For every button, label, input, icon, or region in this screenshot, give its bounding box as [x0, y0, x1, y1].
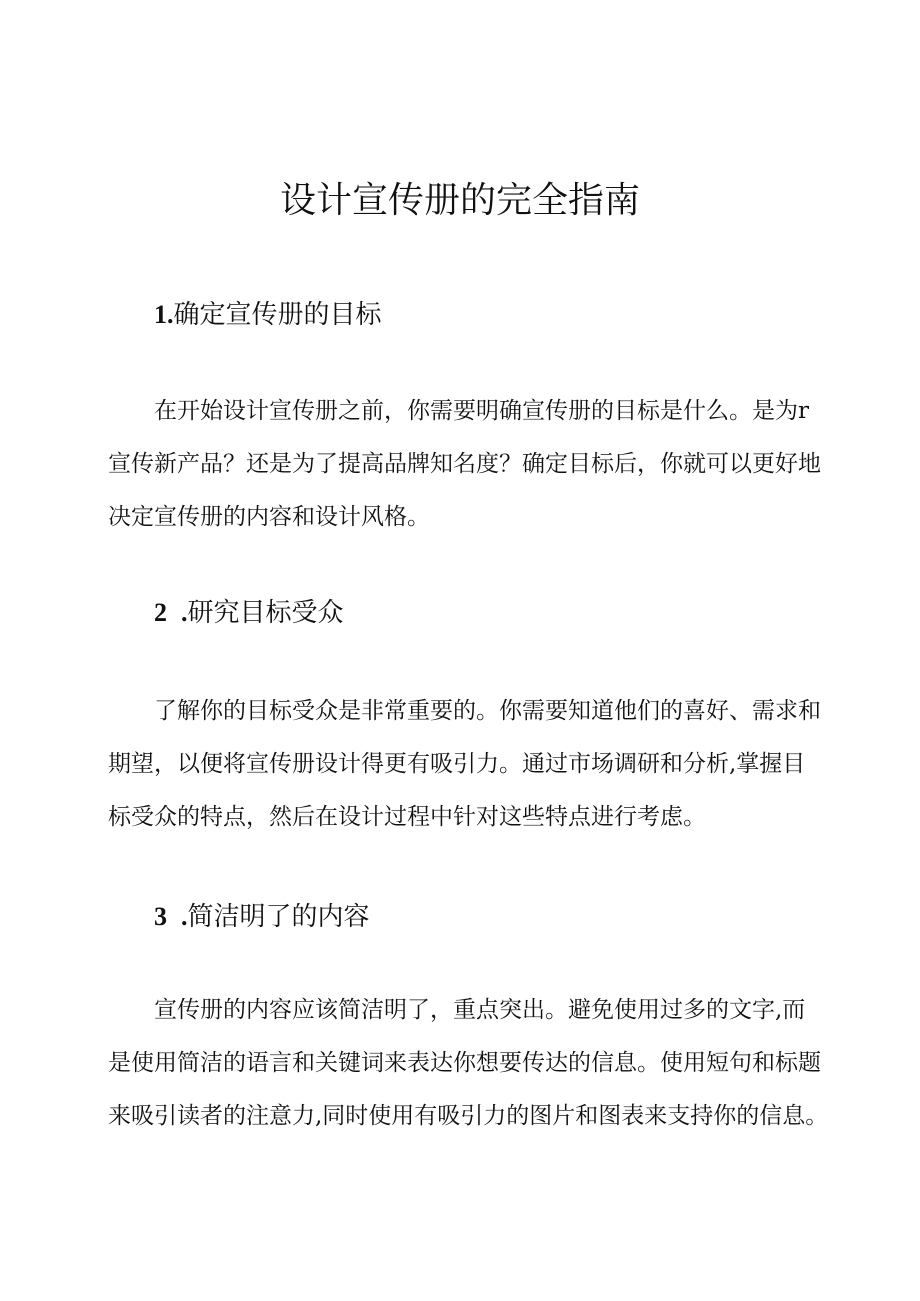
section-heading-2: 2 .研究目标受众	[154, 598, 344, 628]
section-heading-text: 确定宣传册的目标	[173, 300, 382, 330]
paragraph-line: 来吸引读者的注意力,同时使用有吸引力的图片和图表来支持你的信息。	[108, 1103, 829, 1129]
paragraph-line: 标受众的特点，然后在设计过程中针对这些特点进行考虑。	[108, 804, 706, 830]
paragraph-line: 期望，以便将宣传册设计得更有吸引力。通过市场调研和分析,掌握目	[108, 751, 806, 777]
paragraph-line: 宣传新产品？还是为了提高品牌知名度？确定目标后，你就可以更好地	[108, 451, 821, 477]
section-paragraph-1	[108, 385, 828, 544]
section-number: 1.	[154, 300, 174, 329]
paragraph-line: 决定宣传册的内容和设计风格。	[108, 504, 430, 530]
section-heading-3: 3 .简洁明了的内容	[154, 902, 370, 932]
section-number: 2	[154, 598, 167, 627]
section-heading-text: 简洁明了的内容	[187, 902, 370, 932]
section-paragraph-2	[108, 685, 828, 844]
section-paragraph-3	[108, 984, 828, 1143]
section-heading-text: 研究目标受众	[187, 598, 344, 628]
document-title: 设计宣传册的完全指南	[279, 180, 640, 221]
paragraph-line: 宣传册的内容应该简洁明了，重点突出。避免使用过多的文字,而	[154, 997, 806, 1023]
section-heading-1	[154, 297, 382, 333]
paragraph-line: 了解你的目标受众是非常重要的。你需要知道他们的喜好、需求和	[154, 698, 821, 724]
section-number: 3	[154, 902, 167, 931]
paragraph-line: 是使用简洁的语言和关键词来表达你想要传达的信息。使用短句和标题	[108, 1050, 821, 1076]
paragraph-line: 在开始设计宣传册之前，你需要明确宣传册的目标是什么。是为r	[154, 398, 809, 424]
